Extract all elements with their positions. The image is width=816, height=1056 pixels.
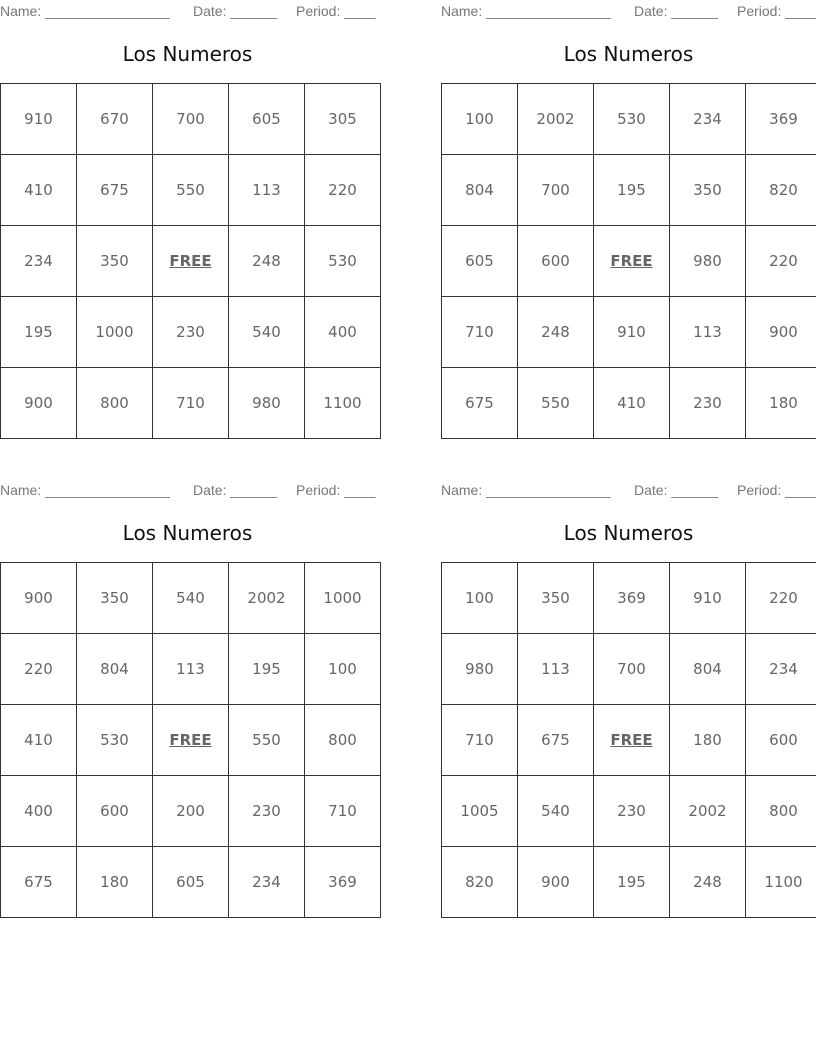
free-space-cell: FREE — [153, 705, 229, 776]
grid-row — [442, 634, 816, 705]
grid-cell: 195 — [594, 847, 670, 918]
grid-cell: 248 — [670, 847, 746, 918]
grid-cell: 900 — [746, 297, 816, 368]
grid-cell: 2002 — [670, 776, 746, 847]
grid-row — [1, 368, 381, 439]
grid-cell: 410 — [1, 705, 77, 776]
grid-cell: 600 — [77, 776, 153, 847]
grid-cell: 900 — [1, 368, 77, 439]
grid-cell: 400 — [1, 776, 77, 847]
grid-cell: 910 — [594, 297, 670, 368]
grid-cell: 234 — [1, 226, 77, 297]
grid-cell: 804 — [77, 634, 153, 705]
grid-cell: 113 — [229, 155, 305, 226]
grid-cell: 350 — [77, 226, 153, 297]
student-info-header — [0, 482, 375, 498]
name-field: Name: ________________ — [0, 3, 170, 19]
grid-cell: 100 — [442, 563, 518, 634]
grid-row — [442, 368, 816, 439]
grid-cell: 305 — [305, 84, 381, 155]
grid-cell: 113 — [670, 297, 746, 368]
grid-cell: 1000 — [305, 563, 381, 634]
grid-cell: 100 — [442, 84, 518, 155]
grid-row — [442, 84, 816, 155]
bingo-card-3 — [0, 479, 375, 913]
date-field: Date: ______ — [193, 3, 278, 19]
grid-row — [442, 155, 816, 226]
grid-cell: 230 — [594, 776, 670, 847]
bingo-grid — [441, 83, 816, 439]
grid-cell: 605 — [442, 226, 518, 297]
period-field: Period: ____ — [296, 3, 376, 19]
card-title: Los Numeros — [122, 42, 253, 66]
grid-row — [1, 634, 381, 705]
grid-row — [442, 776, 816, 847]
grid-cell: 200 — [153, 776, 229, 847]
grid-row — [1, 563, 381, 634]
grid-cell: 1005 — [442, 776, 518, 847]
grid-cell: 710 — [442, 705, 518, 776]
grid-row — [442, 705, 816, 776]
date-field: Date: ______ — [634, 482, 719, 498]
grid-cell: 804 — [442, 155, 518, 226]
grid-cell: 710 — [153, 368, 229, 439]
grid-cell: 1100 — [305, 368, 381, 439]
grid-row — [1, 847, 381, 918]
grid-cell: 700 — [518, 155, 594, 226]
name-field: Name: ________________ — [441, 482, 611, 498]
grid-cell: 550 — [153, 155, 229, 226]
name-field: Name: ________________ — [0, 482, 170, 498]
grid-cell: 540 — [518, 776, 594, 847]
grid-cell: 248 — [518, 297, 594, 368]
grid-cell: 800 — [746, 776, 816, 847]
grid-cell: 180 — [77, 847, 153, 918]
grid-cell: 100 — [305, 634, 381, 705]
period-field: Period: ____ — [296, 482, 376, 498]
grid-cell: 350 — [77, 563, 153, 634]
grid-cell: 800 — [305, 705, 381, 776]
grid-cell: 234 — [229, 847, 305, 918]
bingo-card-2 — [441, 0, 816, 434]
grid-cell: 910 — [1, 84, 77, 155]
grid-cell: 369 — [305, 847, 381, 918]
grid-cell: 220 — [305, 155, 381, 226]
grid-cell: 675 — [1, 847, 77, 918]
date-field: Date: ______ — [193, 482, 278, 498]
grid-cell: 220 — [746, 563, 816, 634]
grid-cell: 530 — [77, 705, 153, 776]
student-info-header — [441, 3, 816, 19]
grid-cell: 550 — [229, 705, 305, 776]
grid-row — [1, 226, 381, 297]
grid-cell: 180 — [670, 705, 746, 776]
grid-cell: 980 — [442, 634, 518, 705]
grid-cell: 710 — [442, 297, 518, 368]
grid-cell: 820 — [442, 847, 518, 918]
grid-cell: 820 — [746, 155, 816, 226]
grid-cell: 600 — [746, 705, 816, 776]
grid-cell: 234 — [746, 634, 816, 705]
grid-cell: 700 — [153, 84, 229, 155]
grid-row — [1, 297, 381, 368]
grid-cell: 910 — [670, 563, 746, 634]
grid-cell: 230 — [153, 297, 229, 368]
grid-cell: 113 — [518, 634, 594, 705]
grid-cell: 800 — [77, 368, 153, 439]
grid-cell: 540 — [153, 563, 229, 634]
grid-cell: 900 — [1, 563, 77, 634]
grid-cell: 980 — [670, 226, 746, 297]
free-space-cell: FREE — [594, 226, 670, 297]
grid-cell: 234 — [670, 84, 746, 155]
grid-cell: 410 — [1, 155, 77, 226]
grid-cell: 675 — [442, 368, 518, 439]
grid-row — [1, 776, 381, 847]
card-title: Los Numeros — [122, 521, 253, 545]
grid-row — [442, 297, 816, 368]
grid-cell: 113 — [153, 634, 229, 705]
grid-cell: 180 — [746, 368, 816, 439]
grid-cell: 675 — [518, 705, 594, 776]
grid-cell: 195 — [229, 634, 305, 705]
grid-row — [442, 226, 816, 297]
grid-cell: 230 — [229, 776, 305, 847]
card-title: Los Numeros — [563, 42, 694, 66]
free-space-cell: FREE — [594, 705, 670, 776]
grid-cell: 675 — [77, 155, 153, 226]
grid-cell: 350 — [670, 155, 746, 226]
student-info-header — [0, 3, 375, 19]
grid-cell: 220 — [1, 634, 77, 705]
grid-cell: 350 — [518, 563, 594, 634]
grid-cell: 980 — [229, 368, 305, 439]
grid-cell: 2002 — [518, 84, 594, 155]
grid-cell: 1100 — [746, 847, 816, 918]
grid-cell: 804 — [670, 634, 746, 705]
grid-cell: 400 — [305, 297, 381, 368]
grid-row — [1, 155, 381, 226]
grid-cell: 550 — [518, 368, 594, 439]
grid-cell: 195 — [594, 155, 670, 226]
grid-cell: 230 — [670, 368, 746, 439]
grid-cell: 248 — [229, 226, 305, 297]
bingo-card-1 — [0, 0, 375, 434]
grid-cell: 670 — [77, 84, 153, 155]
grid-row — [1, 84, 381, 155]
grid-cell: 710 — [305, 776, 381, 847]
grid-cell: 530 — [305, 226, 381, 297]
bingo-grid — [441, 562, 816, 918]
grid-row — [442, 563, 816, 634]
bingo-card-4 — [441, 479, 816, 913]
grid-cell: 540 — [229, 297, 305, 368]
free-space-cell: FREE — [153, 226, 229, 297]
bingo-grid — [0, 562, 381, 918]
grid-cell: 195 — [1, 297, 77, 368]
grid-cell: 369 — [594, 563, 670, 634]
period-field: Period: ____ — [737, 3, 816, 19]
grid-cell: 2002 — [229, 563, 305, 634]
grid-cell: 605 — [229, 84, 305, 155]
card-title: Los Numeros — [563, 521, 694, 545]
student-info-header — [441, 482, 816, 498]
grid-row — [442, 847, 816, 918]
grid-cell: 1000 — [77, 297, 153, 368]
grid-cell: 605 — [153, 847, 229, 918]
grid-cell: 900 — [518, 847, 594, 918]
grid-row — [1, 705, 381, 776]
name-field: Name: ________________ — [441, 3, 611, 19]
date-field: Date: ______ — [634, 3, 719, 19]
grid-cell: 700 — [594, 634, 670, 705]
period-field: Period: ____ — [737, 482, 816, 498]
grid-cell: 220 — [746, 226, 816, 297]
grid-cell: 369 — [746, 84, 816, 155]
grid-cell: 530 — [594, 84, 670, 155]
grid-cell: 600 — [518, 226, 594, 297]
bingo-grid — [0, 83, 381, 439]
grid-cell: 410 — [594, 368, 670, 439]
